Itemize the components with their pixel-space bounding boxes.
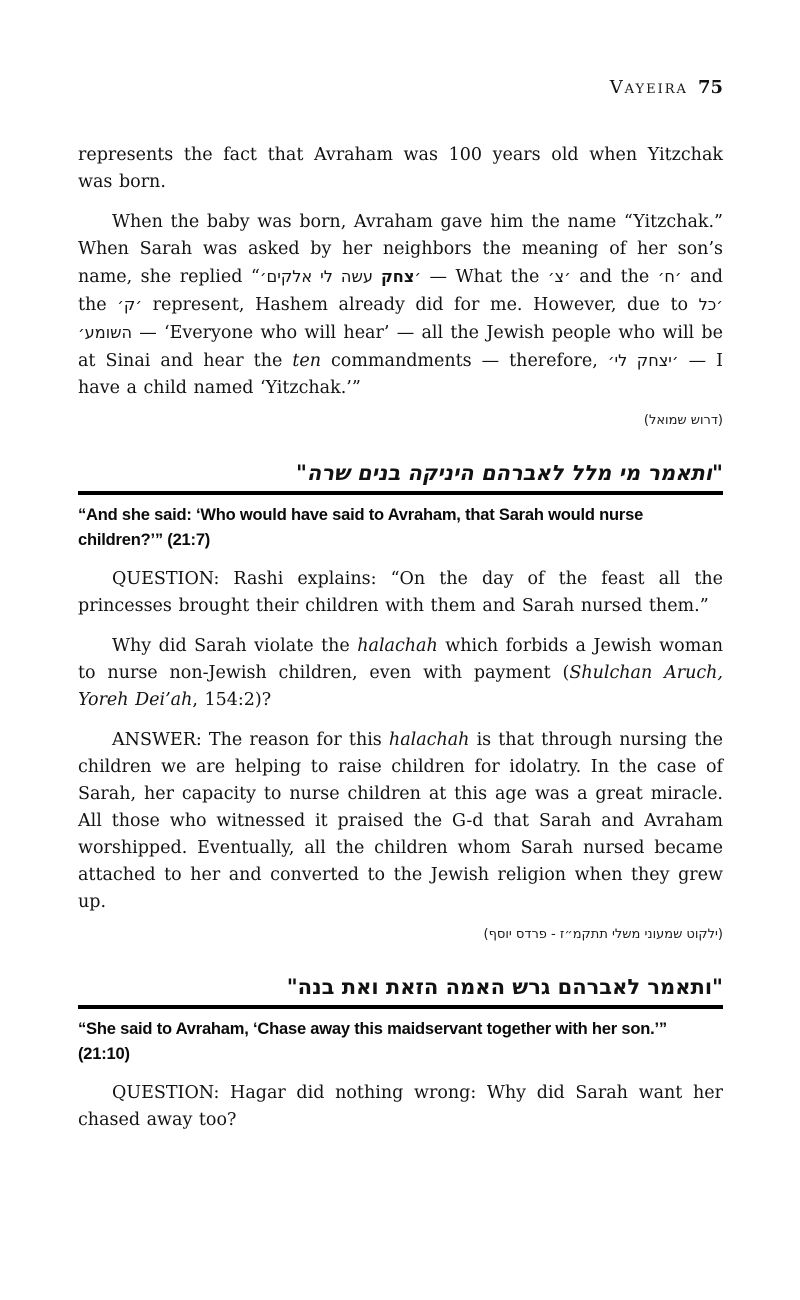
hebrew-verse-header-1: "ותאמר מי מלל לאברהם היניקה בנים שרה"	[295, 461, 723, 485]
parsha-title: Vayeira	[609, 77, 688, 98]
body-paragraph-name-meaning: When the baby was born, Avraham gave him the name “Yitzchak.” When Sarah was asked by her neighbors the meaning of her son’s name, she replied “ ׳צחק עשה לי אלקים׳ — What the ׳צ׳ and the ׳ח׳ and the ׳ק׳ represent, Hashem already did for me. However, due to ׳כל השומע׳ — ‘Everyone who will hear’ — all the Jewish people who will be at Sinai and hear the ten commandments — therefore, ׳יצחק לי׳ — I have a child named ‘Yitzchak.’”	[78, 212, 723, 398]
verse-translation-2: “She said to Avraham, ‘Chase away this maidservant together with her son.’” (21:10)	[78, 1020, 667, 1063]
question-paragraph-1: QUESTION: Rashi explains: “On the day of the feast all the princesses brought their children with them and Sarah nursed them.”	[78, 569, 723, 616]
verse-translation-1: “And she said: ‘Who would have said to Avraham, that Sarah would nurse children?’” (21:7)	[78, 506, 644, 549]
hebrew-verse-header-2: "ותאמר לאברהם גרש האמה הזאת ואת בנה"	[286, 975, 723, 999]
page-number: 75	[697, 77, 723, 98]
running-head	[78, 78, 723, 98]
question-paragraph-1b: Why did Sarah violate the halachah which forbids a Jewish woman to nurse non-Jewish children, even with payment (Shulchan Aruch, Yoreh Dei’ah, 154:2)?	[78, 636, 723, 710]
source-attribution-derush-shmuel: (דרוש שמואל)	[643, 413, 723, 428]
body-paragraph-continuation: represents the fact that Avraham was 100 years old when Yitzchak was born.	[78, 145, 723, 192]
section-divider-2	[78, 1005, 723, 1009]
answer-paragraph: ANSWER: The reason for this halachah is that through nursing the children we are helping to raise children for idolatry. In the case of Sarah, her capacity to nurse children at this age was a great miracle. All those who witnessed it praised the G-d that Sarah and Avraham worshipped. Eventually, all the children whom Sarah nursed became attached to her and converted to the Jewish religion when they grew up.	[78, 730, 723, 912]
question-paragraph-2: QUESTION: Hagar did nothing wrong: Why did Sarah want her chased away too?	[78, 1083, 723, 1130]
section-divider-1	[78, 491, 723, 495]
source-attribution-yalkut-shimoni: (ילקוט שמעוני משלי תתקמ״ז - פרדס יוסף)	[483, 927, 723, 942]
